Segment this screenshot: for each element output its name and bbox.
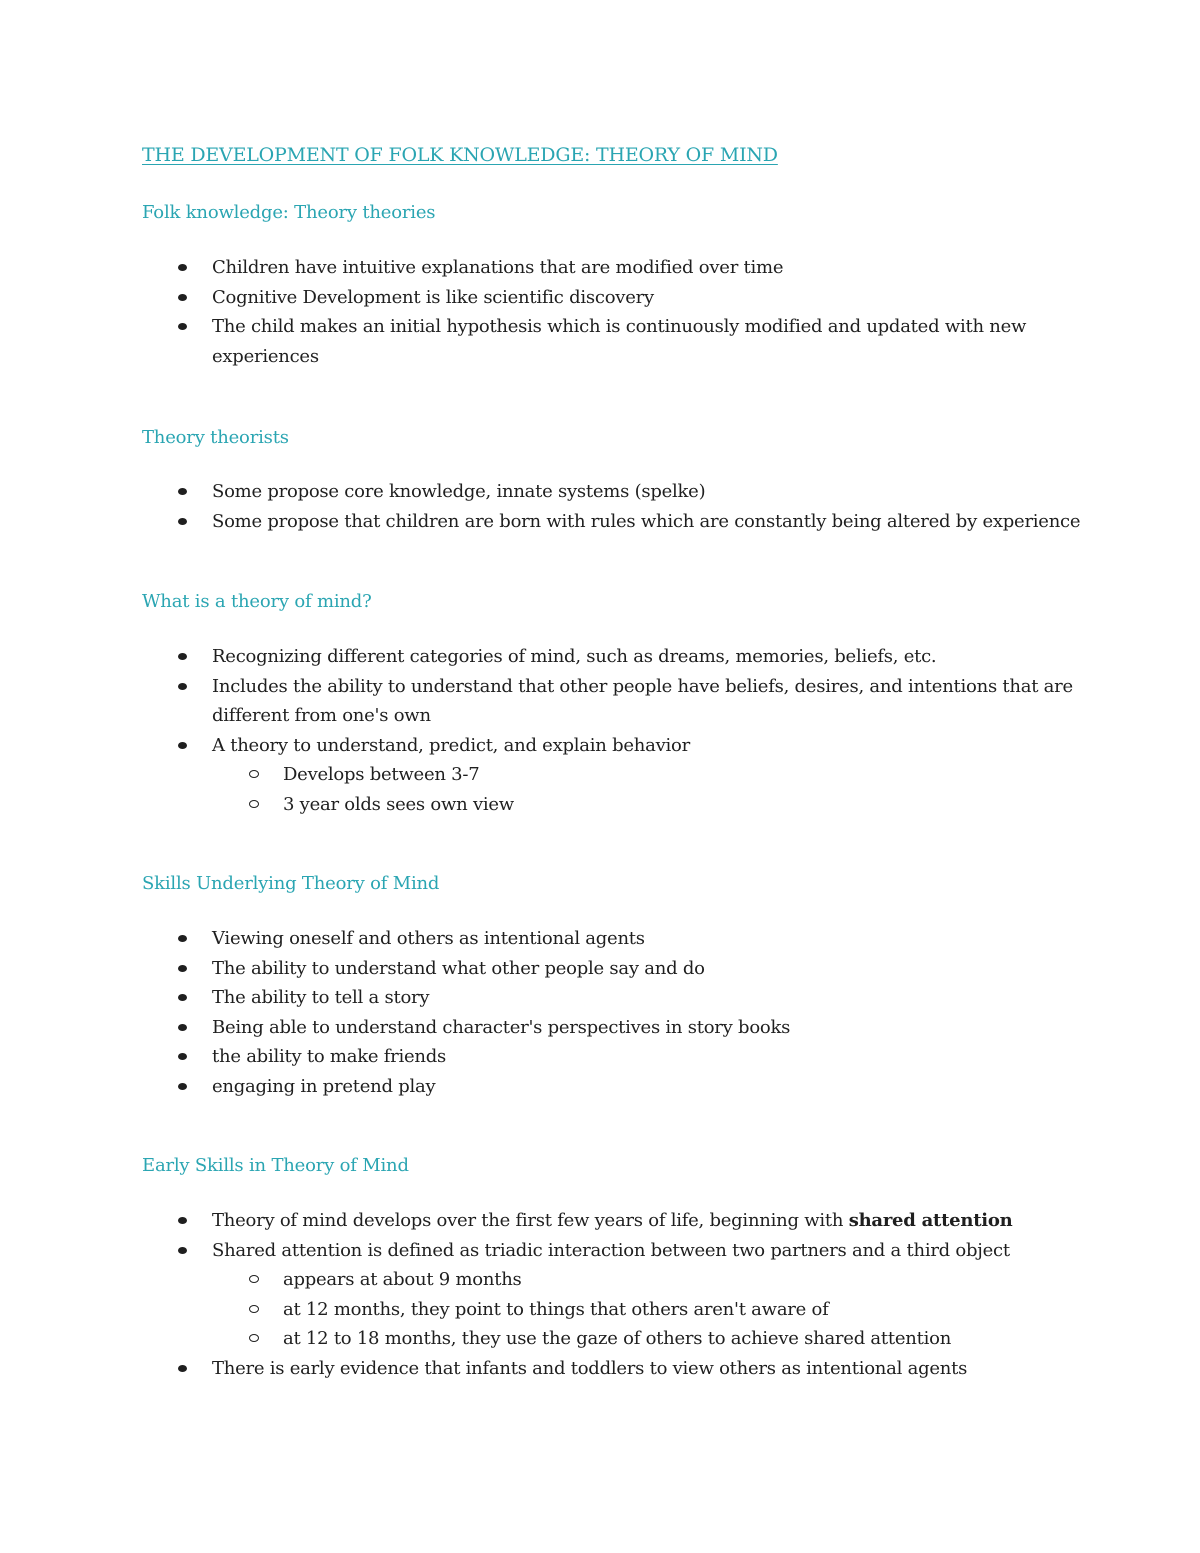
bullet-list [142, 1206, 1102, 1265]
list-item: Some propose that children are born with rules which are constantly being altered by experience [142, 507, 1102, 537]
bullet-icon [178, 294, 187, 301]
list-item: Recognizing different categories of mind, such as dreams, memories, beliefs, etc. [142, 642, 1102, 672]
bullet-icon [178, 1365, 187, 1372]
section-heading: Early Skills in Theory of Mind [142, 1155, 409, 1176]
sub-list-item: at 12 months, they point to things that others aren't aware of [142, 1295, 1102, 1325]
sub-bullet-list [142, 1265, 1102, 1354]
list-item: Cognitive Development is like scientific discovery [142, 283, 1102, 313]
bullet-icon [178, 935, 187, 942]
list-item: Children have intuitive explanations that are modified over time [142, 253, 1102, 283]
hollow-bullet-icon [249, 770, 259, 778]
sub-bullet-list [142, 760, 1102, 819]
hollow-bullet-icon [249, 1275, 259, 1283]
sub-list-item: 3 year olds sees own view [142, 790, 1102, 820]
bullet-icon [178, 323, 187, 330]
hollow-bullet-icon [249, 1305, 259, 1313]
list-item: There is early evidence that infants and toddlers to view others as intentional agents [142, 1354, 1102, 1384]
section-skills-underlying [142, 871, 1102, 1101]
sub-list-item: Develops between 3-7 [142, 760, 1102, 790]
bullet-icon [178, 965, 187, 972]
list-item: Viewing oneself and others as intentional agents [142, 924, 1102, 954]
bullet-icon [178, 1217, 187, 1224]
bullet-list [142, 253, 1102, 371]
bullet-icon [178, 653, 187, 660]
bullet-icon [178, 1053, 187, 1060]
bullet-list [142, 924, 1102, 1101]
sub-list-item: at 12 to 18 months, they use the gaze of others to achieve shared attention [142, 1324, 1102, 1354]
list-item: the ability to make friends [142, 1042, 1102, 1072]
bullet-list [142, 642, 1102, 760]
list-item: engaging in pretend play [142, 1072, 1102, 1102]
section-folk-knowledge [142, 200, 1102, 371]
list-item: Being able to understand character's perspectives in story books [142, 1013, 1102, 1043]
section-heading: What is a theory of mind? [142, 591, 372, 612]
bullet-icon [178, 742, 187, 749]
bullet-icon [178, 518, 187, 525]
bullet-list [142, 1354, 1102, 1384]
section-theory-theorists [142, 425, 1102, 536]
hollow-bullet-icon [249, 800, 259, 808]
section-early-skills [142, 1153, 1102, 1383]
list-item: The child makes an initial hypothesis which is continuously modified and updated with new experiences [142, 312, 1102, 371]
bullet-list [142, 477, 1102, 536]
bullet-icon [178, 994, 187, 1001]
section-heading: Theory theorists [142, 427, 289, 448]
list-item: The ability to understand what other people say and do [142, 954, 1102, 984]
list-item: Includes the ability to understand that other people have beliefs, desires, and intentions that are different from one's own [142, 672, 1102, 731]
section-heading: Folk knowledge: Theory theories [142, 202, 436, 223]
document-title: THE DEVELOPMENT OF FOLK KNOWLEDGE: THEORY OF MIND [142, 144, 778, 166]
sub-list-item: appears at about 9 months [142, 1265, 1102, 1295]
bullet-icon [178, 264, 187, 271]
list-item: Shared attention is defined as triadic interaction between two partners and a third object [142, 1236, 1102, 1266]
bullet-icon [178, 1083, 187, 1090]
hollow-bullet-icon [249, 1334, 259, 1342]
list-item: Theory of mind develops over the first few years of life, beginning with shared attention [142, 1206, 1102, 1236]
bullet-icon [178, 1024, 187, 1031]
list-item: The ability to tell a story [142, 983, 1102, 1013]
bullet-icon [178, 488, 187, 495]
bullet-icon [178, 1247, 187, 1254]
section-heading: Skills Underlying Theory of Mind [142, 873, 440, 894]
bold-term: shared attention [848, 1210, 1013, 1231]
list-item: A theory to understand, predict, and explain behavior [142, 731, 1102, 761]
section-what-is-theory-of-mind [142, 589, 1102, 819]
bullet-icon [178, 683, 187, 690]
list-item: Some propose core knowledge, innate systems (spelke) [142, 477, 1102, 507]
